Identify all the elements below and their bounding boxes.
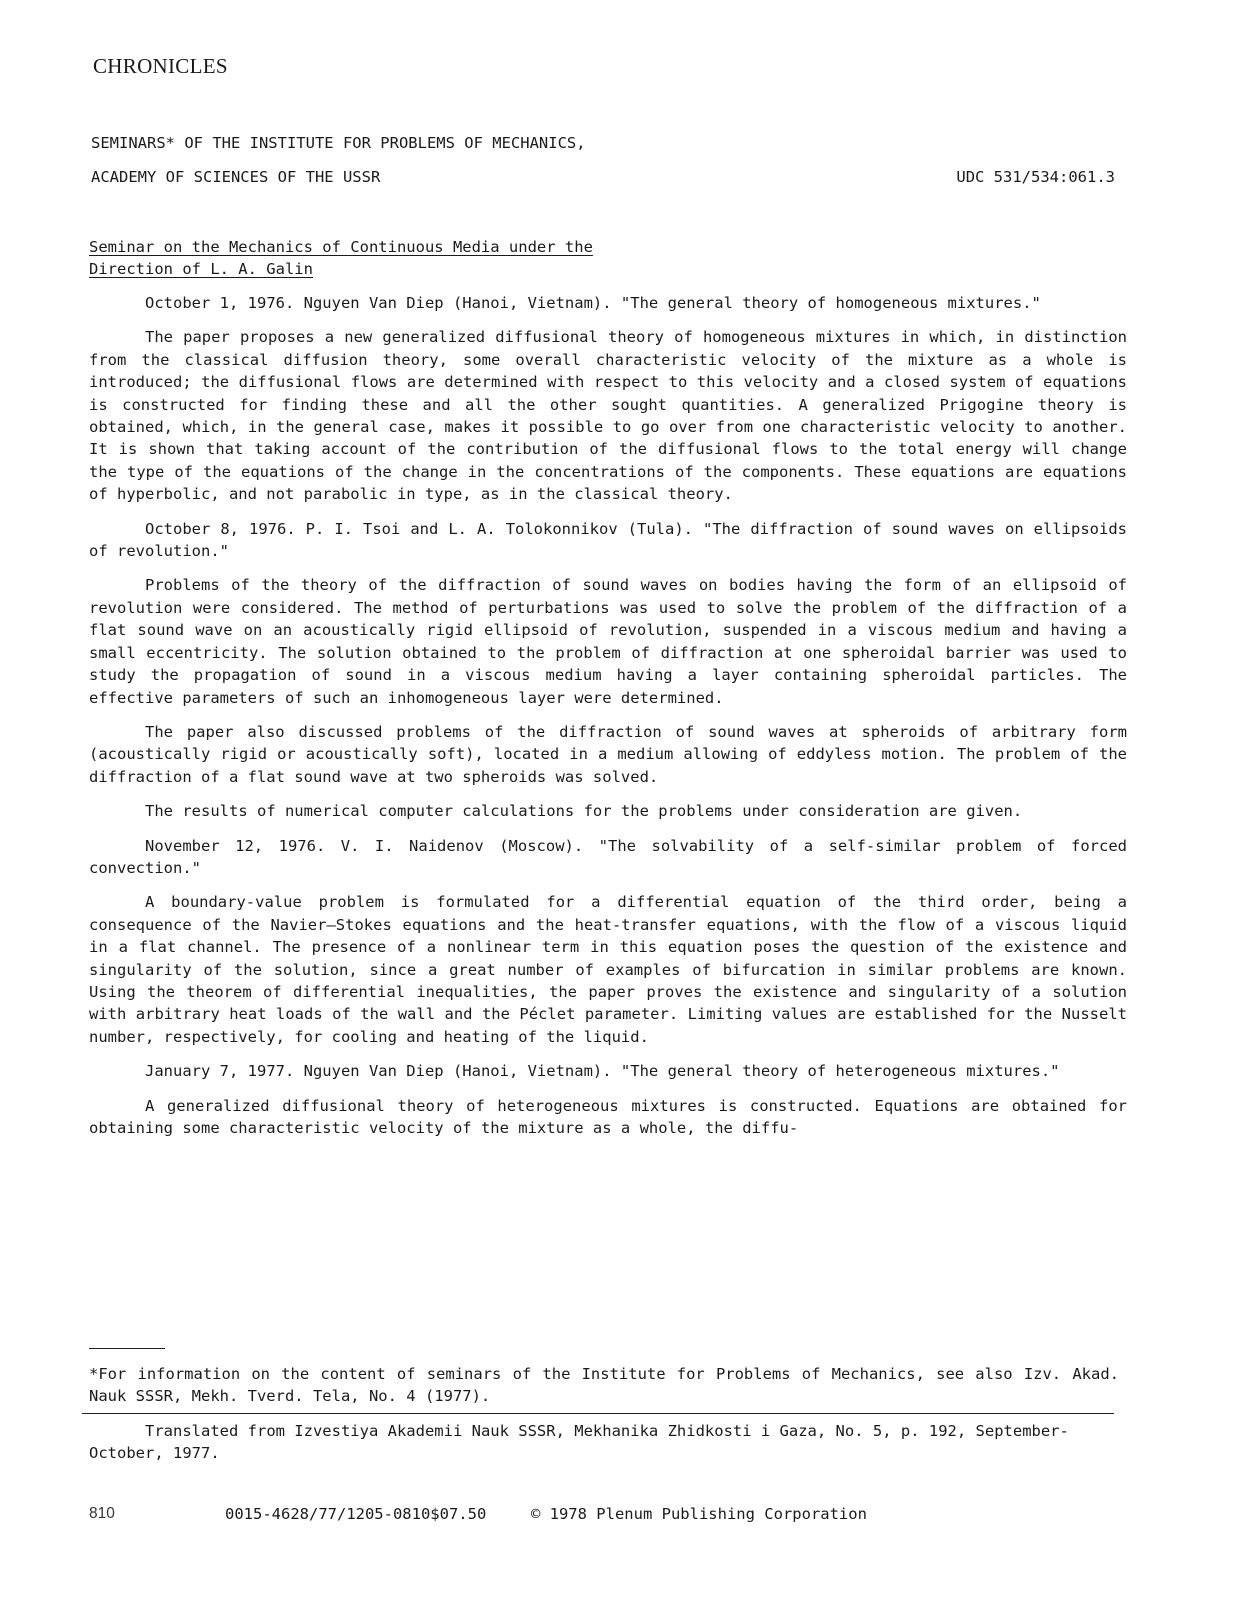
entry-heading: October 8, 1976. P. I. Tsoi and L. A. Tolokonnikov (Tula). "The diffraction of sound waves on ellipsoids of revolution." xyxy=(89,519,1127,561)
article-code: 0015-4628/77/1205-0810$07.50 xyxy=(225,1505,487,1523)
abstract-paragraph: The paper also discussed problems of the diffraction of sound waves at spheroids of arbitrary form (acoustically rigid or acoustically soft), located in a medium allowing of eddyless motion. The problem of the diffraction of a flat sound wave at two spheroids was solved. xyxy=(89,722,1127,786)
footnote: *For information on the content of seminars of the Institute for Problems of Mechanics, see also Izv. Akad. Nauk SSSR, Mekh. Tverd. Tela, No. 4 (1977). xyxy=(89,1365,1119,1405)
footer-line xyxy=(225,1505,867,1523)
abstract-paragraph: A boundary-value problem is formulated for a differential equation of the third order, being a consequence of the Navier–Stokes equations and the heat-transfer equations, with the flow of a viscous liquid in a flat channel. The presence of a nonlinear term in this equation poses the question of the existence and singularity of the solution, since a great number of examples of bifurcation in similar problems are known. Using the theorem of differential inequalities, the paper proves the existence and singularity of a solution with arbitrary heat loads of the wall and the Péclet parameter. Limiting values are established for the Nusselt number, respectively, for cooling and heating of the liquid. xyxy=(89,893,1127,1046)
body-text xyxy=(89,292,1127,1151)
copyright: © 1978 Plenum Publishing Corporation xyxy=(530,1505,867,1523)
abstract-paragraph: A generalized diffusional theory of heterogeneous mixtures is constructed. Equations are obtained for obtaining some characteristic velocity of the mixture as a whole, the diffu- xyxy=(89,1096,1127,1137)
seminar-title xyxy=(89,236,593,280)
udc-code: UDC 531/534:061.3 xyxy=(956,168,1115,186)
translation-divider xyxy=(82,1413,1114,1414)
institute-title-line-2: ACADEMY OF SCIENCES OF THE USSR xyxy=(91,168,381,186)
page-number: 810 xyxy=(89,1505,115,1522)
seminar-title-line-1: Seminar on the Mechanics of Continuous Media under the xyxy=(89,238,593,256)
entry-heading: October 1, 1976. Nguyen Van Diep (Hanoi, Vietnam). "The general theory of homogeneous mixtures." xyxy=(145,294,1041,312)
seminar-title-line-2: Direction of L. A. Galin xyxy=(89,260,313,278)
entry-heading: January 7, 1977. Nguyen Van Diep (Hanoi, Vietnam). "The general theory of heterogeneous mixtures." xyxy=(145,1062,1060,1081)
translation-note: Translated from Izvestiya Akademii Nauk SSSR, Mekhanika Zhidkosti i Gaza, No. 5, p. 192, September-October, 1977. xyxy=(89,1422,1069,1462)
footnote-divider xyxy=(89,1348,165,1349)
entry-heading: November 12, 1976. V. I. Naidenov (Moscow). "The solvability of a self-similar problem of forced convection." xyxy=(89,836,1127,877)
institute-title-line-1: SEMINARS* OF THE INSTITUTE FOR PROBLEMS OF MECHANICS, xyxy=(91,134,586,152)
abstract-paragraph: The paper proposes a new generalized diffusional theory of homogeneous mixtures in which, in distinction from the classical diffusion theory, some overall characteristic velocity of the mixture as a whole is introduced; the diffusional flows are determined with respect to this velocity and a closed system of equations is constructed for finding these and all the other sought quantities. A generalized Prigogine theory is obtained, which, in the general case, makes it possible to go over from one characteristic velocity to another. It is shown that taking account of the contribution of the diffusional flows to the total energy will change the type of the equations of the change in the concentrations of the components. These equations are equations of hyperbolic, and not parabolic in type, as in the classical theory. xyxy=(89,328,1127,504)
section-header: CHRONICLES xyxy=(93,54,228,78)
abstract-paragraph: Problems of the theory of the diffraction of sound waves on bodies having the form of an ellipsoid of revolution were considered. The method of perturbations was used to solve the problem of the diffraction of a flat sound wave on an acoustically rigid ellipsoid of revolution, suspended in a viscous medium and having a small eccentricity. The solution obtained to the problem of diffraction at one spheroidal barrier was used to study the propagation of sound in a viscous medium having a layer containing spheroidal particles. The effective parameters of such an inhomogeneous layer were determined. xyxy=(89,576,1127,707)
abstract-paragraph: The results of numerical computer calculations for the problems under consideration are given. xyxy=(145,802,1023,821)
